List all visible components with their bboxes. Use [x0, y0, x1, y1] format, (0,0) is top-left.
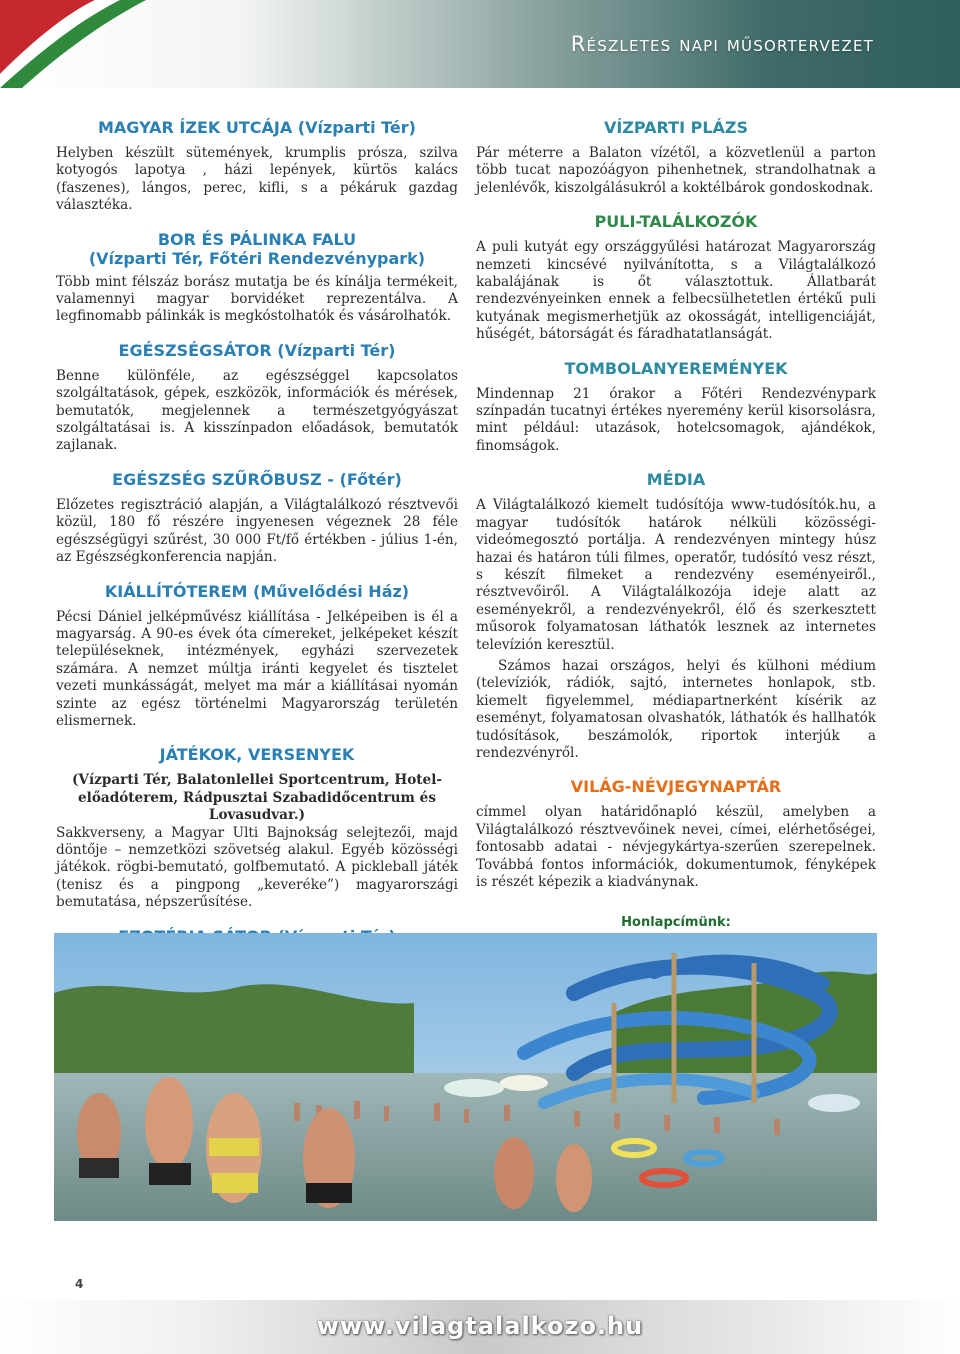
- section-media: [476, 470, 876, 762]
- section-title: EGÉSZSÉGSÁTOR (Vízparti Tér): [118, 340, 396, 360]
- section-jatekok: [56, 745, 458, 911]
- section-vizparti-plazs: [476, 118, 876, 197]
- section-venues: (Vízparti Tér, Balatonlellei Sportcentrum, Hotel-előadóterem, Rádpusztai Szabadidőcentrum és Lovasudvar.): [72, 772, 442, 824]
- footer-website[interactable]: www.vilagtalalkozo.hu: [316, 1312, 644, 1340]
- section-text: Benne különféle, az egészséggel kapcsolatos szolgáltatások, gépek, eszközök, információk és mérések, bemutatók, megjelennek a természetgyógyászat szolgáltatásai is. A kisszínpadon előadások, bemutatók zajlanak.: [56, 367, 458, 454]
- section-text: Pécsi Dániel jelképművész kiállítása - Jelképeiben is él a magyarság. A 90-es évek óta címereket, jelképeket készít településeknek, intézmények, egyházi szervezetek számára. A nemzet múltja iránti kegyelet és tisztelet vezeti munkásságát, melyet ma már a kiállításai nyomán szinte az egész történelmi Magyarország területén elismernek.: [56, 608, 458, 729]
- beach-waterslide-photo-icon: [54, 933, 877, 1221]
- page-number: 4: [75, 1277, 84, 1291]
- section-text: Több mint félszáz borász mutatja be és kínálja termékeit, valamennyi magyar borvidéket reprezentálva. A legfinomabb pálinkák is megkóstolhatók és vásárolhatók.: [56, 273, 458, 325]
- section-title: MÉDIA: [646, 470, 706, 490]
- section-text: Pár méterre a Balaton vízétől, a közvetlenül a parton több tucat napozóágyon pihenhetnek, strandolhatnak a jelenlévők, kiszolgálásukról a koktélbárok gondoskodnak.: [476, 145, 876, 196]
- section-title: TOMBOLANYEREMÉNYEK: [564, 358, 788, 378]
- section-title-line-2: (Vízparti Tér, Főtéri Rendezvénypark): [88, 248, 426, 268]
- section-title: VILÁG-NÉVJEGYNAPTÁR: [570, 777, 782, 797]
- section-text: Helyben készült sütemények, krumplis prósza, szilva kotyogós lapotya , házi lepények, kürtös kalács (faszenes), lángos, perec, kifli, s a pékáruk gazdag választéka.: [56, 145, 458, 214]
- beach-photo: [54, 933, 877, 1221]
- section-nevjegynaptar: [476, 777, 876, 891]
- section-title: VÍZPARTI PLÁZS: [603, 118, 749, 137]
- section-text: Előzetes regisztráció alapján, a Világtalálkozó résztvevői közül, 180 fő részére ingyenesen végeznek 28 féle egészségügyi szűrést, 30 000 Ft/fő értékben - július 1-én, az Egészségkonferencia napján.: [56, 496, 458, 566]
- section-egeszsegsator: [56, 341, 458, 455]
- section-title: KIÁLLÍTÓTEREM (Művelődési Ház): [104, 581, 410, 601]
- section-text: A Világtalálkozó kiemelt tudósítója www-tudósítók.hu, a magyar tudósítók határok nélküli közösségi-videómegosztó portálja. A rendezvényen mintegy húsz hazai és határon túli filmes, operatőr, tudósító vesz részt, s készít filmeket a rendezvény eseményeiről., résztvevőiről. A Világtalálkozója ideje alatt az eseményekről, a rendezvényekről, élő és szerkesztett műsorok folyamatosan láthatók lesznek az internetes televízión keresztül.: [476, 497, 876, 653]
- section-tombola: [476, 359, 876, 456]
- section-title: MAGYAR ÍZEK UTCÁJA (Vízparti Tér): [98, 118, 416, 137]
- section-puli: [476, 212, 876, 343]
- section-title: EGÉSZSÉG SZŰRŐBUSZ - (Főtér): [112, 469, 402, 489]
- section-text: címmel olyan határidőnapló készül, amelyben a Világtalálkozó résztvevőinek nevei, címei, elérhetőségei, fontosabb adatai - névjegykártya-szerűen szerepelnek. Továbbá fontos információk, dokumentumok, fényképek is részét képezik a kiadványnak.: [476, 804, 876, 890]
- header-band: [0, 0, 960, 88]
- section-text: Sakkverseny, a Magyar Ulti Bajnokság selejtezői, majd döntője – nemzetközi szövetség alakul. Egyéb közösségi játékok. rögbi-bemutató, golfbemutató. A pickleball játék (tenisz és a pingpong „keveréke”) magyarországi bemutatása, népszerűsítése.: [56, 824, 458, 911]
- section-title: JÁTÉKOK, VERSENYEK: [159, 745, 355, 765]
- section-title-line-1: BOR ÉS PÁLINKA FALU: [157, 229, 357, 249]
- section-title: PULI-TALÁLKOZÓK: [594, 212, 758, 232]
- section-text-2: Számos hazai országos, helyi és külhoni médium (televíziók, rádiók, sajtó, internetes honlapok, stb. kiemelt figyelemmel, médiapartnerként kísérik az eseményt, folyamatosan olvashatók, láthatók és hallhatók tudósítások, beszámolók, riportok interjúk a rendezvényről.: [476, 657, 876, 761]
- hungarian-flag-swoosh-icon: [0, 0, 200, 88]
- right-column: [476, 118, 876, 973]
- left-column: [56, 118, 458, 1003]
- section-szurobusz: [56, 470, 458, 567]
- section-kiallitoterem: [56, 582, 458, 731]
- section-title: [56, 230, 458, 268]
- section-bor-palinka: [56, 230, 458, 326]
- section-text: Mindennap 21 órakor a Főtéri Rendezvénypark színpadán tucatnyi értékes nyeremény kerül kisorsolásra, mint például: utazások, hotelcsomagok, ajándékok, finomságok.: [476, 385, 876, 454]
- section-text: A puli kutyát egy országgyűlési határozat Magyarország nemzeti kincsévé nyilvánította, s a Világtalálkozó kabalájának is őt választottuk. Állatbarát rendezvényeinken ennek a felbecsülhetetlen értékű puli kutyának megismerhetjük az okosságát, intelligenciáját, hűségét, bátorságát és fáradhatatlanságát.: [476, 239, 876, 343]
- section-magyar-izek: [56, 118, 458, 215]
- website-label: Honlapcímünk:: [621, 915, 731, 931]
- page-section-title: Részletes napi műsortervezet: [570, 32, 874, 56]
